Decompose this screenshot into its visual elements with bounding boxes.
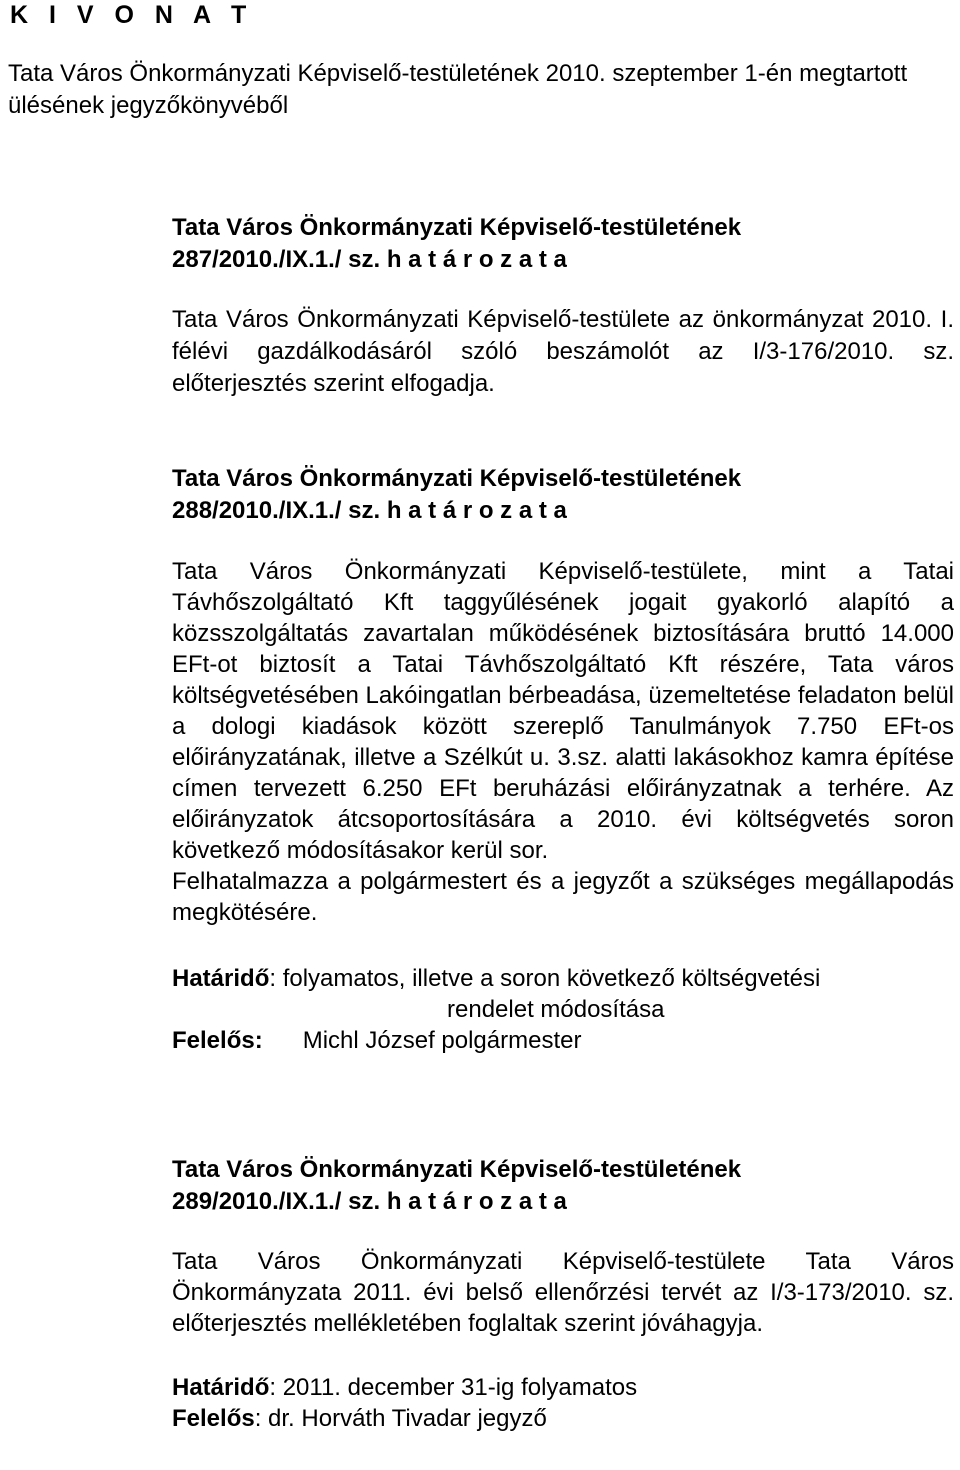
- responsible-label: Felelős: [172, 1027, 255, 1054]
- deadline-label: Határidő: [172, 965, 270, 992]
- intro-text: Tata Város Önkormányzati Képviselő-testületének 2010. szeptember 1-én megtartott ülésének jegyzőkönyvéből: [8, 60, 908, 119]
- resolution-heading-line1: Tata Város Önkormányzati Képviselő-testületének: [172, 214, 742, 241]
- deadline-label: Határidő: [172, 1374, 270, 1401]
- resolution-heading-line1: Tata Város Önkormányzati Képviselő-testületének: [172, 465, 742, 492]
- responsible-value: : dr. Horváth Tivadar jegyző: [254, 1405, 547, 1432]
- resolution-heading-line1: Tata Város Önkormányzati Képviselő-testületének: [172, 1156, 742, 1183]
- deadline-value: : 2011. december 31-ig folyamatos: [269, 1374, 638, 1401]
- resolution-body: Tata Város Önkormányzati Képviselő-testülete az önkormányzat 2010. I. félévi gazdálkodásáról szóló beszámolót az I/3-176/2010. sz. előterjesztés szerint elfogadja.: [172, 306, 954, 397]
- resolution-number: 288/2010./IX.1./ sz. h a t á r o z a t a: [172, 497, 567, 524]
- responsible-value: Michl József polgármester: [302, 1027, 582, 1054]
- responsible-row: [172, 1403, 954, 1434]
- resolution-heading: [172, 463, 954, 527]
- responsible-row: Felelős: Michl József polgármester: [172, 1027, 582, 1054]
- resolution-288: [172, 463, 954, 1056]
- resolution-body: Tata Város Önkormányzati Képviselő-testülete Tata Város Önkormányzata 2011. évi belső ellenőrzési tervét az I/3-173/2010. sz. előterjesztés mellékletében foglaltak szerint jóváhagyja.: [172, 1248, 954, 1337]
- resolution-body: Tata Város Önkormányzati Képviselő-testülete, mint a Tatai Távhőszolgáltató Kft taggyűlésének jogait gyakorló alapító a közsszolgáltatás zavartalan működésének biztosítására bruttó 14.000 EFt-ot biztosít a Tatai Távhőszolgáltató Kft részére, Tata város költségvetésében Lakóingatlan bérbeadása, üzemeltetése feladaton belül a dologi kiadások között szereplő Tanulmányok 7.750 EFt-os előirányzatának, illetve a Szélkút u. 3.sz. alatti lakásokhoz kamra építése címen tervezett 6.250 EFt beruházási előirányzatnak a terhére. Az előirányzatok átcsoportosítására a 2010. évi költségvetés soron következő módosításakor kerül sor.: [172, 558, 954, 864]
- resolution-289: [172, 1154, 954, 1434]
- deadline-row: [172, 963, 954, 1025]
- responsible-label: Felelős: [172, 1405, 255, 1432]
- resolution-number: 289/2010./IX.1./ sz. h a t á r o z a t a: [172, 1188, 567, 1215]
- resolution-authorization: Felhatalmazza a polgármestert és a jegyzőt a szükséges megállapodás megkötésére.: [172, 868, 954, 926]
- deadline-value: : folyamatos, illetve a soron következő költségvetési: [269, 965, 821, 992]
- resolution-287: [172, 212, 954, 400]
- deadline-continuation: rendelet módosítása: [447, 996, 665, 1023]
- resolution-number: 287/2010./IX.1./ sz. h a t á r o z a t a: [172, 246, 567, 273]
- resolution-heading: [172, 1154, 954, 1218]
- resolution-heading: [172, 212, 954, 276]
- document-title: K I V O N A T: [10, 1, 254, 29]
- deadline-row: [172, 1372, 954, 1403]
